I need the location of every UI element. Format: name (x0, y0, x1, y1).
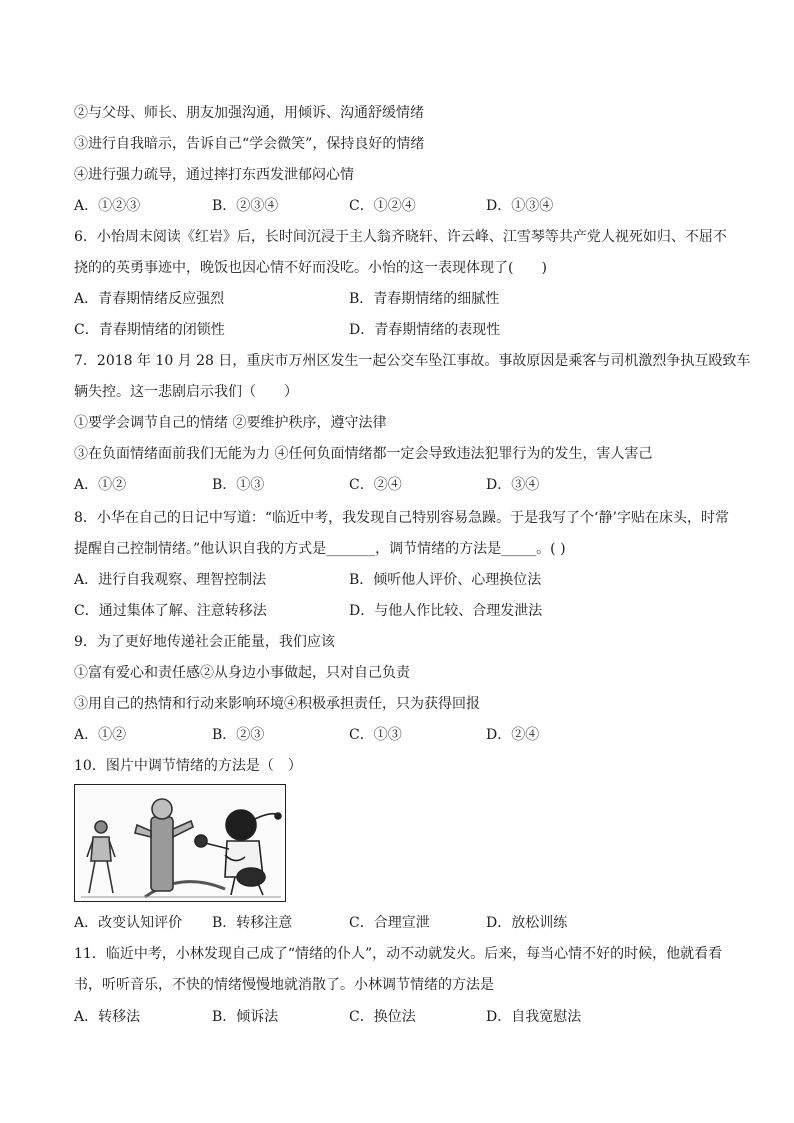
q7-options (74, 475, 734, 495)
q11-options (74, 1007, 734, 1027)
punching-dummy (135, 799, 193, 891)
q8-option-c[interactable]: C．通过集体了解、注意转移法 (74, 603, 267, 619)
q9-stem: 9．为了更好地传递社会正能量，我们应该 (74, 634, 335, 650)
q8-option-d[interactable]: D．与他人作比较、合理发泄法 (349, 603, 543, 619)
q11-option-b[interactable]: B．倾诉法 (212, 1009, 279, 1025)
q8-options-row-1 (74, 570, 734, 590)
q5-option-b[interactable]: B．②③④ (212, 198, 279, 214)
q7-option-a[interactable]: A．①② (74, 477, 127, 493)
q8-option-b[interactable]: B．倾听他人评价、心理换位法 (349, 572, 542, 588)
q5-option-c[interactable]: C．①②④ (349, 198, 416, 214)
q5-options (74, 196, 734, 216)
q8-stem-line-1: 8．小华在自己的日记中写道：“临近中考，我发现自己特别容易急躁。于是我写了个‘静’字贴在床头，时常 (74, 510, 729, 526)
q9-option-d[interactable]: D．②④ (486, 727, 540, 743)
q9-options (74, 725, 734, 745)
q6-option-b[interactable]: B．青春期情绪的细腻性 (349, 291, 500, 307)
q10-stem: 10．图片中调节情绪的方法是（ ） (74, 758, 302, 774)
q8-option-a[interactable]: A．进行自我观察、理智控制法 (74, 572, 267, 588)
q9-option-b[interactable]: B．②③ (212, 727, 265, 743)
q6-option-a[interactable]: A．青春期情绪反应强烈 (74, 291, 225, 307)
q7-stem-line-1: 7．2018 年 10 月 28 日，重庆市万州区发生一起公交车坠江事故。事故原因是乘客与司机激烈争执互殴致车 (74, 353, 751, 369)
q10-option-b[interactable]: B．转移注意 (212, 915, 293, 931)
q5-option-a[interactable]: A．①②③ (74, 198, 141, 214)
q7-stem-line-2: 辆失控。这一悲剧启示我们（ ） (74, 384, 298, 400)
q5-statement-4: ④进行强力疏导，通过摔打东西发泄郁闷心情 (74, 167, 354, 183)
q6-stem-line-1: 6．小怡周末阅读《红岩》后，长时间沉浸于主人翁齐晓轩、许云峰、江雪琴等共产党人视死如归、不屈不 (74, 229, 727, 245)
q11-option-d[interactable]: D．自我宽慰法 (486, 1009, 582, 1025)
q6-options-row-1 (74, 289, 734, 309)
q5-statement-3: ③进行自我暗示，告诉自己“学会微笑”，保持良好的情绪 (74, 136, 425, 152)
q10-option-c[interactable]: C．合理宣泄 (349, 915, 430, 931)
q8-options-row-2 (74, 601, 734, 621)
q10-options (74, 913, 734, 933)
q9-option-c[interactable]: C．①③ (349, 727, 402, 743)
q5-statement-2: ②与父母、师长、朋友加强沟通，用倾诉、沟通舒缓情绪 (74, 105, 424, 121)
q10-illustration (74, 784, 286, 902)
q10-option-a[interactable]: A．改变认知评价 (74, 915, 183, 931)
q11-stem-line-2: 书，听听音乐，不快的情绪慢慢地就消散了。小林调节情绪的方法是 (74, 977, 494, 993)
q5-option-d[interactable]: D．①③④ (486, 198, 554, 214)
boxing-practice-illustration (75, 785, 286, 902)
q7-option-d[interactable]: D．③④ (486, 477, 540, 493)
q11-stem-line-1: 11．临近中考，小林发现自己成了“情绪的仆人”，动不动就发火。后来，每当心情不好的时候，他就看看 (74, 946, 723, 962)
q11-option-c[interactable]: C．换位法 (349, 1009, 416, 1025)
q9-option-a[interactable]: A．①② (74, 727, 127, 743)
q11-option-a[interactable]: A．转移法 (74, 1009, 141, 1025)
q9-statements-1: ①富有爱心和责任感②从身边小事做起，只对自己负责 (74, 665, 410, 681)
q7-option-b[interactable]: B．①③ (212, 477, 265, 493)
q6-option-c[interactable]: C．青春期情绪的闭锁性 (74, 322, 225, 338)
q6-stem-line-2: 挠的的英勇事迹中，晚饭也因心情不好而没吃。小怡的这一表现体现了( ) (74, 260, 547, 276)
q7-statements-2: ③在负面情绪面前我们无能为力 ④任何负面情绪都一定会导致违法犯罪行为的发生，害人害己 (74, 446, 653, 462)
q8-stem-line-2: 提醒自己控制情绪。”他认识自我的方式是_______，调节情绪的方法是_____。( ) (74, 541, 566, 557)
q7-statements-1: ①要学会调节自己的情绪 ②要维护秩序，遵守法律 (74, 415, 387, 431)
q7-option-c[interactable]: C．②④ (349, 477, 402, 493)
q6-option-d[interactable]: D．青春期情绪的表现性 (349, 322, 501, 338)
q10-option-d[interactable]: D．放松训练 (486, 915, 568, 931)
q9-statements-2: ③用自己的热情和行动来影响环境④积极承担责任，只为获得回报 (74, 696, 480, 712)
standing-person-figure (87, 821, 115, 893)
q6-options-row-2 (74, 320, 734, 340)
